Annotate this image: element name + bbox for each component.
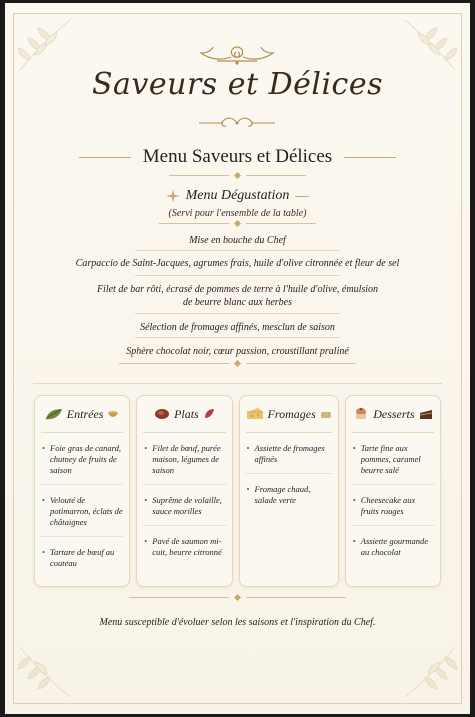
dessert-icon xyxy=(353,407,369,421)
flourish-bottom-icon xyxy=(195,115,279,131)
degustation-header xyxy=(5,188,470,204)
bowl-icon xyxy=(107,409,119,419)
divider-ornament xyxy=(5,361,470,366)
herb-icon xyxy=(203,408,215,420)
diamond-icon xyxy=(234,360,241,367)
course-item: Sphère chocolat noir, cœur passion, croustillant praliné xyxy=(126,346,349,357)
section-card-fromages xyxy=(239,395,339,587)
list-item: • Cheesecake aux fruits rouges xyxy=(352,495,434,517)
section-title: Entrées xyxy=(66,406,104,421)
divider xyxy=(344,157,396,158)
menu-title-row xyxy=(5,146,470,168)
section-title: Fromages xyxy=(267,406,316,421)
course-item: Sélection de fromages affinés, mesclun de saison xyxy=(140,322,335,333)
footer-note: Menu susceptible d'évoluer selon les saisons et l'inspiration du Chef. xyxy=(99,617,376,628)
list-item: • Tarte fine aux pommes, caramel beurre salé xyxy=(352,443,434,476)
list-item: • Assiette gourmande au chocolat xyxy=(352,536,434,558)
leaf-ornament-icon xyxy=(400,15,460,75)
list-item: • Tartare de bœuf au couteau xyxy=(41,547,123,569)
list-item: • Foie gras de canard, chutney de fruits de saison xyxy=(41,443,123,476)
divider-ornament xyxy=(5,595,470,600)
brand-title: Saveurs et Délices xyxy=(91,67,384,102)
divider xyxy=(33,383,442,384)
list-item: • Assiette de fromages affinés xyxy=(246,443,332,465)
list-item: • Pavé de saumon mi-cuit, beurre citronné xyxy=(143,536,225,558)
cake-icon xyxy=(419,408,433,420)
course-item: Mise en bouche du Chef xyxy=(189,235,286,246)
sparkle-icon xyxy=(166,189,180,203)
divider xyxy=(135,337,340,338)
divider xyxy=(79,157,131,158)
section-card-entrees xyxy=(34,395,130,587)
leaf-ornament-icon xyxy=(15,15,75,75)
section-title: Plats xyxy=(174,406,199,421)
divider xyxy=(135,275,340,276)
list-item: • Suprême de volaille, sauce morilles xyxy=(143,495,225,517)
diamond-icon xyxy=(234,172,241,179)
diamond-icon xyxy=(234,594,241,601)
divider xyxy=(135,313,340,314)
divider xyxy=(135,250,340,251)
divider-ornament xyxy=(5,221,470,226)
section-card-plats xyxy=(136,395,232,587)
list-item: • Fromage chaud, salade verte xyxy=(246,484,332,506)
section-title: Desserts xyxy=(373,406,415,421)
menu-page xyxy=(5,3,470,714)
list-item: • Velouté de potimarron, éclats de châtaignes xyxy=(41,495,123,528)
divider xyxy=(295,196,309,197)
leaf-ornament-icon xyxy=(400,642,460,702)
flourish-top-icon xyxy=(187,43,287,67)
course-item: Filet de bar rôti, écrasé de pommes de terre à l'huile d'olive, émulsion de beurre blanc aux herbes xyxy=(96,284,379,308)
divider-ornament xyxy=(5,173,470,178)
meat-icon xyxy=(154,408,170,420)
cheese-icon xyxy=(246,407,264,421)
bread-icon xyxy=(320,409,332,419)
degustation-subtitle: (Servi pour l'ensemble de la table) xyxy=(168,208,307,219)
menu-sections xyxy=(34,395,441,587)
leaf-ornament-icon xyxy=(15,642,75,702)
course-item: Carpaccio de Saint-Jacques, agrumes frais, huile d'olive citronnée et fleur de sel xyxy=(75,258,400,269)
section-card-desserts xyxy=(345,395,441,587)
menu-title: Menu Saveurs et Délices xyxy=(142,146,333,167)
diamond-icon xyxy=(234,220,241,227)
list-item: • Filet de bœuf, purée maison, légumes de saison xyxy=(143,443,225,476)
degustation-title: Menu Dégustation xyxy=(185,188,290,203)
leaf-icon xyxy=(45,408,63,420)
